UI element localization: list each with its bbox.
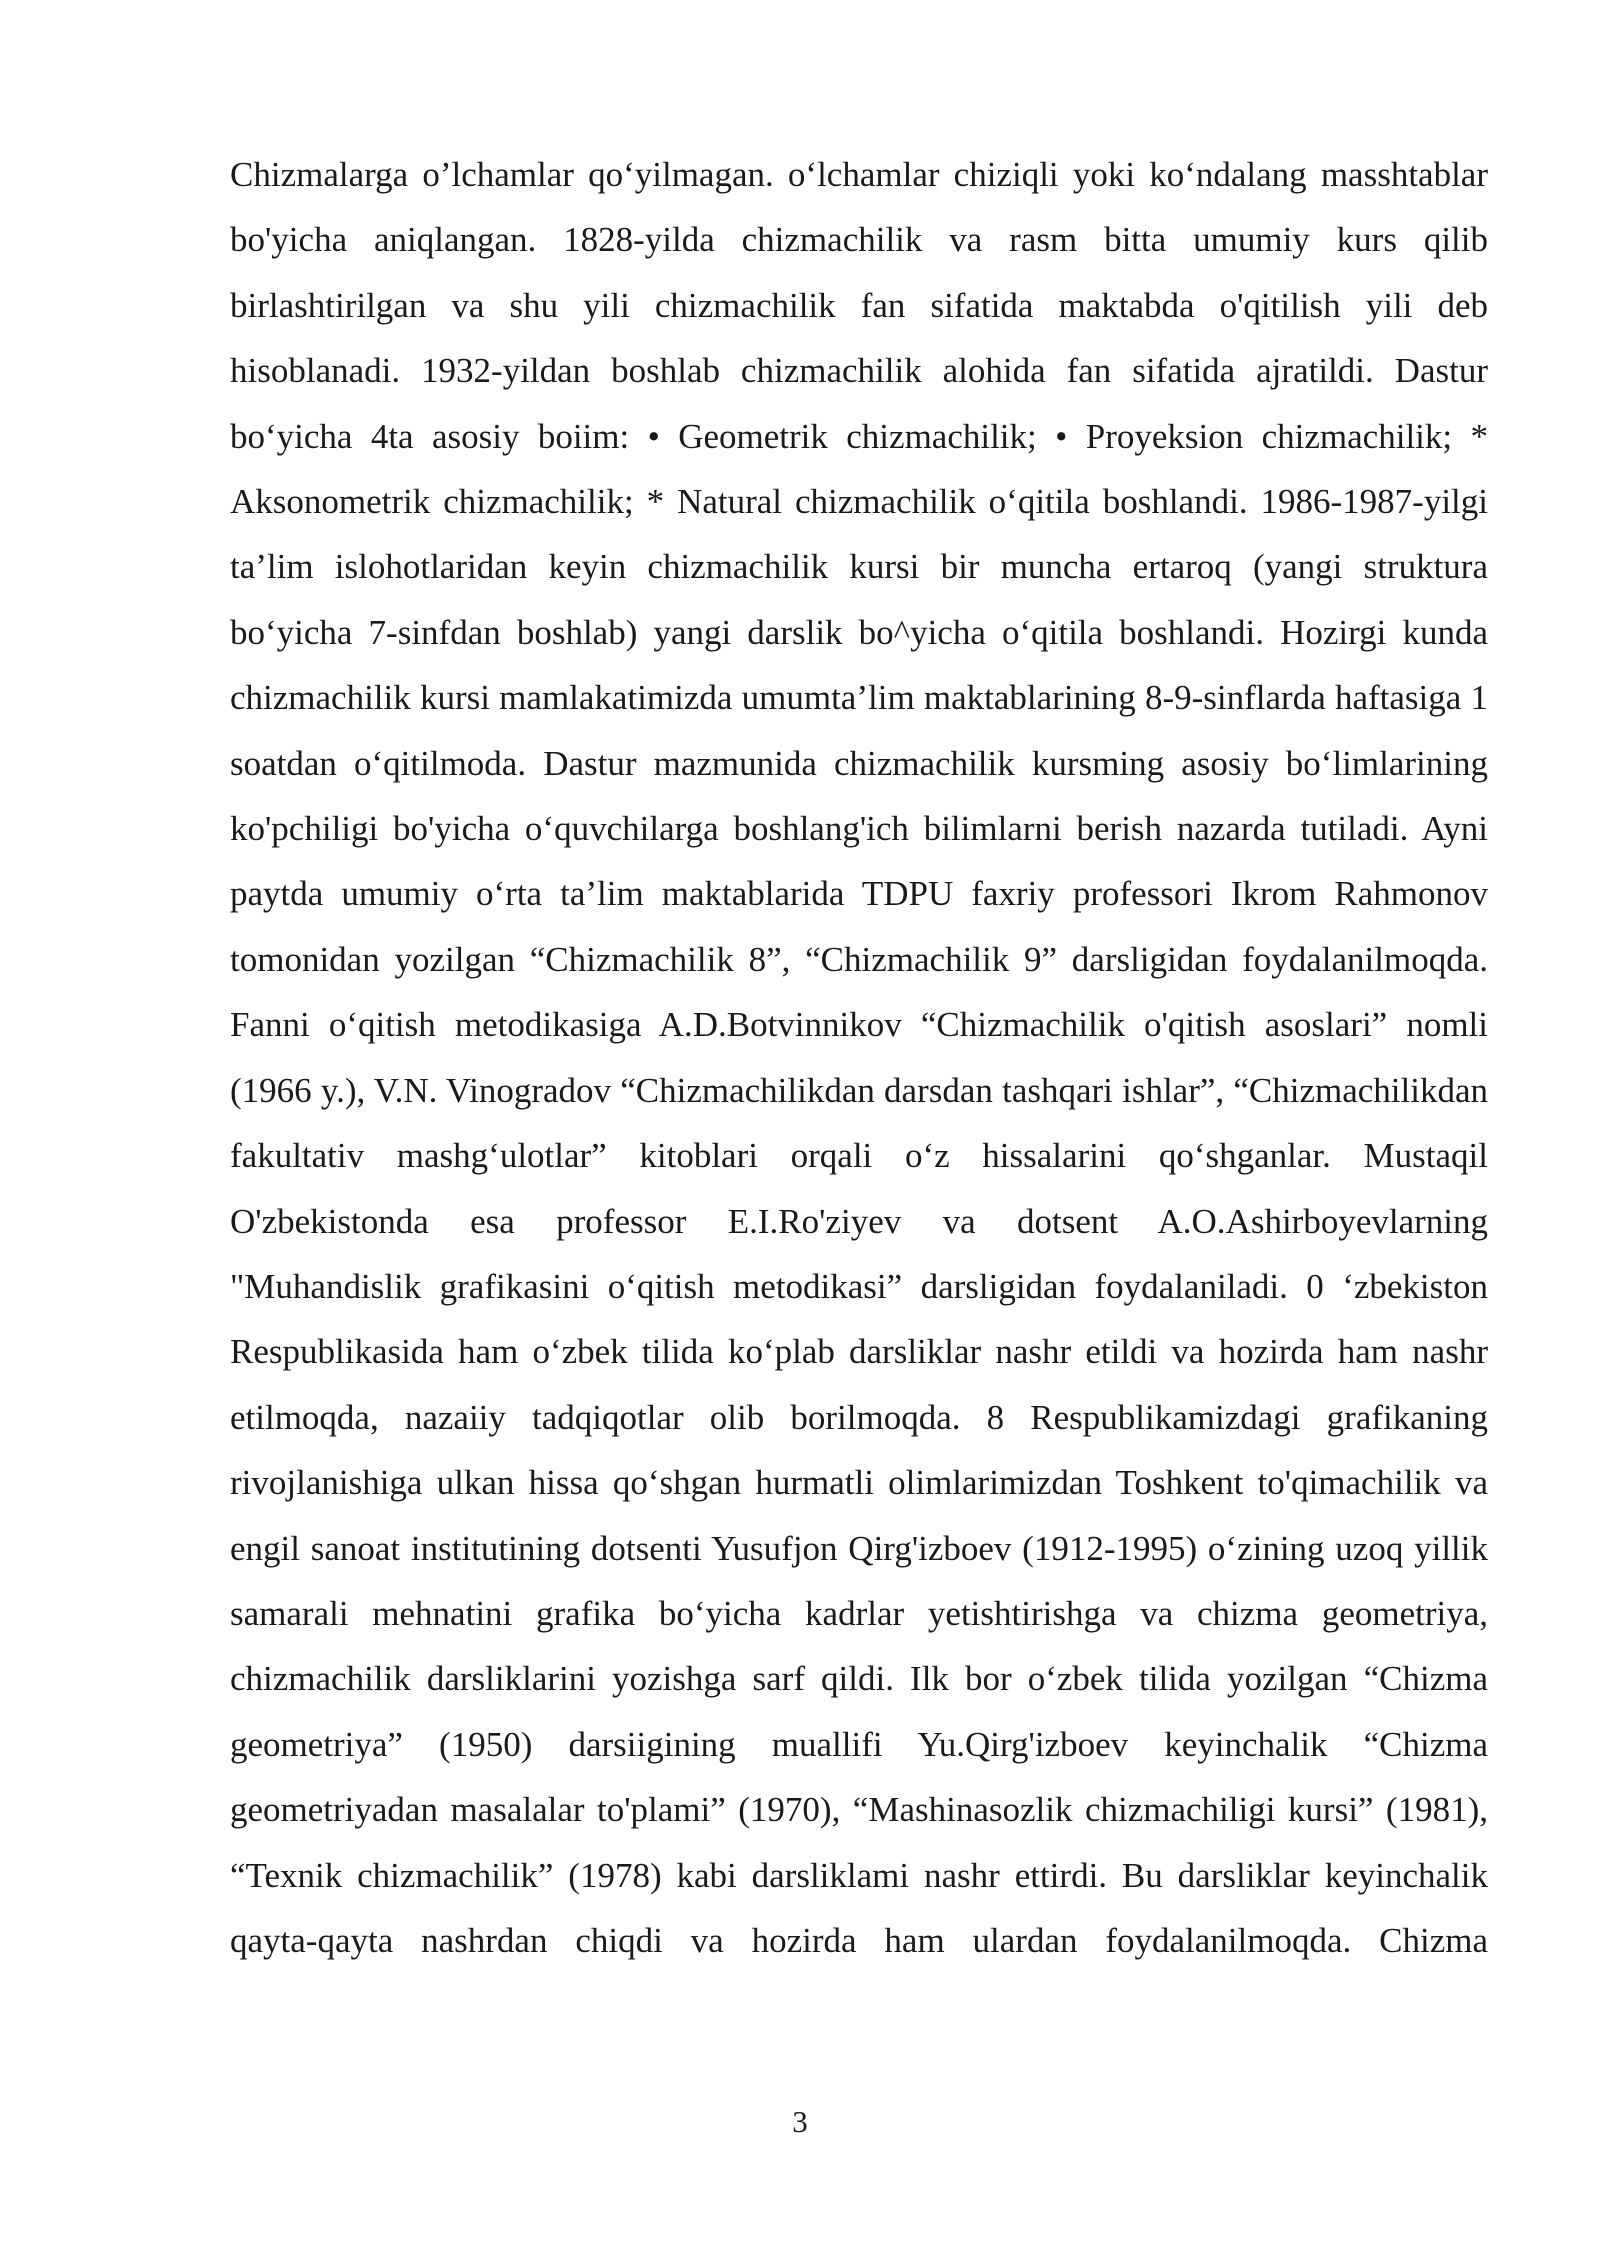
body-paragraph: Chizmalarga o’lchamlar qo‘yilmagan. o‘lchamlar chiziqli yoki ko‘ndalang masshtablar bo'yicha aniqlangan. 1828-yilda chizmachilik va rasm bitta umumiy kurs qilib birlashtirilgan va shu yili chizmachilik fan sifatida maktabda o'qitilish yili deb hisoblanadi. 1932-yildan boshlab chizmachilik alohida fan sifatida ajratildi. Dastur bo‘yicha 4ta asosiy boiim: • Geometrik chizmachilik; • Proyeksion chizmachilik; * Aksonometrik chizmachilik; * Natural chizmachilik o‘qitila boshlandi. 1986-1987-yilgi ta’lim islohotlaridan keyin chizmachilik kursi bir muncha ertaroq (yangi struktura bo‘yicha 7-sinfdan boshlab) yangi darslik bo^yicha o‘qitila boshlandi. Hozirgi kunda chizmachilik kursi mamlakatimizda umumta’lim maktablarining 8-9-sinflarda haftasiga 1 soatdan o‘qitilmoda. Dastur mazmunida chizmachilik kursming asosiy bo‘limlarining ko'pchiligi bo'yicha o‘quvchilarga boshlang'ich bilimlarni berish nazarda tutiladi. Ayni paytda umumiy o‘rta ta’lim maktablarida TDPU faxriy professori Ikrom Rahmonov tomonidan yozilgan “Chizmachilik 8”, “Chizmachilik 9” darsligidan foydalanilmoqda. Fanni o‘qitish metodikasiga A.D.Botvinnikov “Chizmachilik o'qitish asoslari” nomli (1966 y.), V.N. Vinogradov “Chizmachilikdan darsdan tashqari ishlar”, “Chizmachilikdan fakultativ mashg‘ulotlar” kitoblari orqali o‘z hissalarini qo‘shganlar. Mustaqil O'zbekistonda esa professor E.I.Ro'ziyev va dotsent A.O.Ashirboyevlarning "Muhandislik grafikasini o‘qitish metodikasi” darsligidan foydalaniladi. 0 ‘zbekiston Respublikasida ham o‘zbek tilida ko‘plab darsliklar nashr etildi va hozirda ham nashr etilmoqda, nazaiiy tadqiqotlar olib borilmoqda. 8 Respublikamizdagi grafikaning rivojlanishiga ulkan hissa qo‘shgan hurmatli olimlarimizdan Toshkent to'qimachilik va engil sanoat institutining dotsenti Yusufjon Qirg'izboev (1912-1995) o‘zining uzoq yillik samarali mehnatini grafika bo‘yicha kadrlar yetishtirishga va chizma geometriya, chizmachilik darsliklarini yozishga sarf qildi. Ilk bor o‘zbek tilida yozilgan “Chizma geometriya” (1950) darsiigining muallifi Yu.Qirg'izboev keyinchalik “Chizma geometriyadan masalalar to'plami” (1970), “Mashinasozlik chizmachiligi kursi” (1981), “Texnik chizmachilik” (1978) kabi darsliklami nashr ettirdi. Bu darsliklar keyinchalik qayta-qayta nashrdan chiqdi va hozirda ham ulardan foydalanilmoqda. Chizma <box>230 155 1488 1960</box>
page-number: 3 <box>792 2104 808 2139</box>
